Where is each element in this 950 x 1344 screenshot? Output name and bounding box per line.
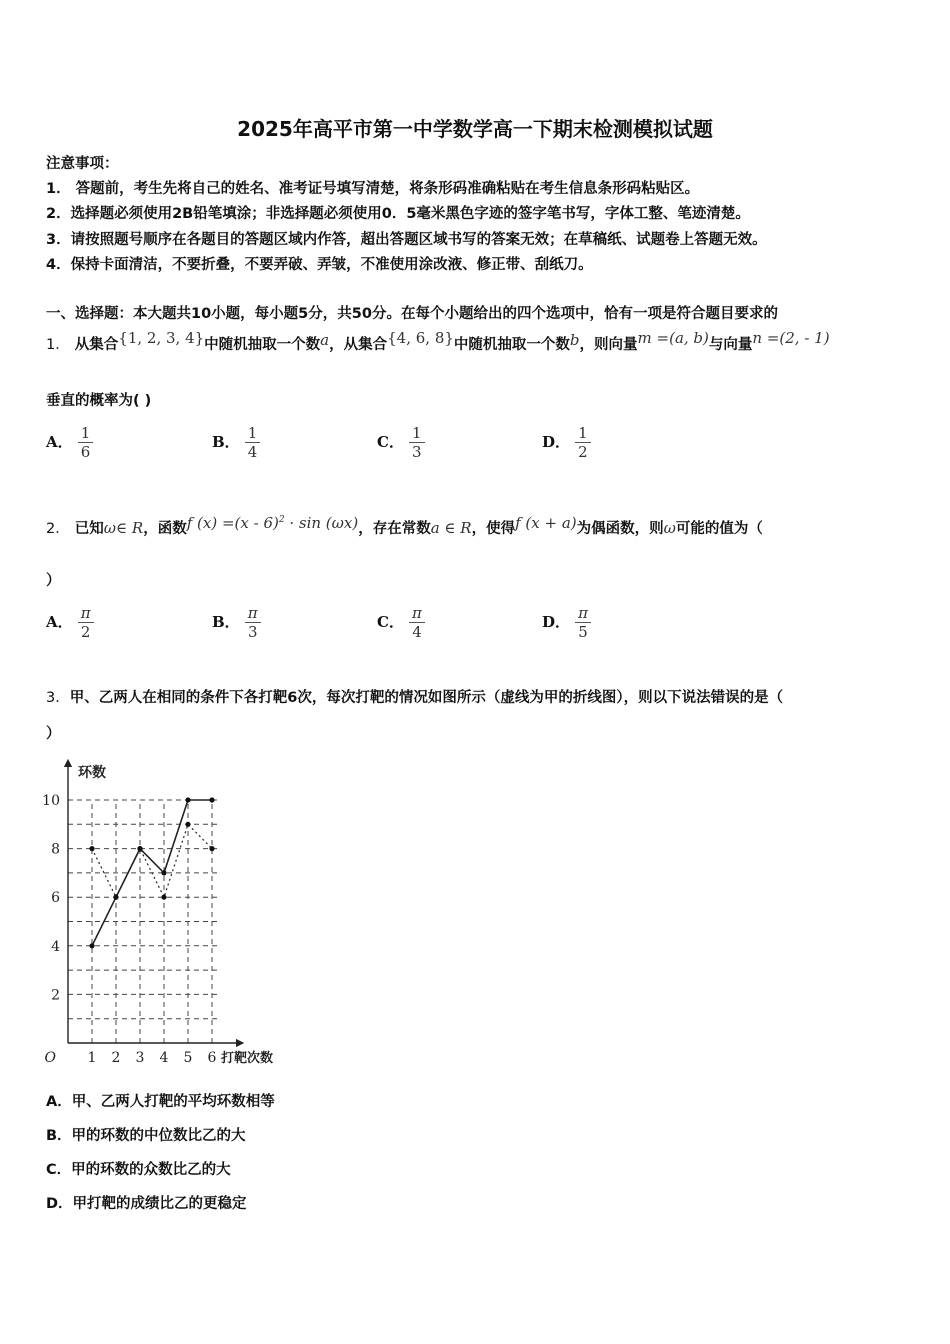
chart-grid (68, 800, 219, 1043)
data-point-乙 (161, 870, 166, 875)
q3-option-c: C．甲的环数的众数比乙的大 (46, 1162, 231, 1178)
origin-label: O (44, 1050, 56, 1066)
option-label: A． (46, 613, 73, 631)
x-axis-label: 打靶次数 (221, 1051, 274, 1066)
q1-option-c (377, 424, 425, 461)
x-tick-label: 3 (135, 1050, 145, 1066)
data-point-甲 (161, 895, 166, 900)
y-tick-label: 2 (51, 987, 60, 1004)
notice-item: 3．请按照题号顺序在各题目的答题区域内作答，超出答题区域书写的答案无效；在草稿纸、试题卷上答题无效。 (46, 232, 767, 248)
y-tick-label: 10 (42, 793, 60, 809)
q1-option-d (542, 424, 591, 461)
option-fraction: $\frac{1}{3}$ (409, 424, 425, 461)
question-number: 2． (46, 521, 70, 537)
q1-vector-n: n =(2, - 1) (752, 329, 830, 347)
q3-option-b: B．甲的环数的中位数比乙的大 (46, 1128, 246, 1144)
data-point-乙 (113, 895, 118, 900)
x-tick-label: 5 (183, 1050, 193, 1066)
q1-text: ，从集合 (329, 337, 388, 353)
q2-option-c (377, 604, 425, 641)
q2-option-d (542, 604, 591, 641)
option-fraction: $\frac{1}{6}$ (78, 424, 94, 461)
data-point-甲 (185, 822, 190, 827)
q1-line2: 垂直的概率为( ) (46, 393, 152, 409)
q1-var-a: a (320, 331, 330, 349)
question-number: 1． (46, 337, 70, 353)
q2-text: 为偶函数，则 (576, 521, 664, 537)
q1-vector-m: m =(a, b) (637, 329, 709, 347)
question-3 (46, 686, 783, 707)
q1-var-b: b (569, 331, 580, 349)
q1-text: ，则向量 (579, 337, 638, 353)
data-point-乙 (185, 797, 190, 802)
question-2 (46, 514, 763, 538)
option-label: C． (377, 613, 404, 631)
chart-axes (68, 763, 240, 1043)
option-fraction: $\frac{1}{2}$ (575, 424, 591, 461)
data-point-乙 (209, 797, 214, 802)
notice-item: 4．保持卡面清洁，不要折叠，不要弄破、弄皱，不准使用涂改液、修正带、刮纸刀。 (46, 257, 593, 273)
question-1 (46, 329, 830, 354)
question-number: 3． (46, 690, 70, 706)
option-label: A． (46, 433, 73, 451)
q1-set2: {4, 6, 8} (387, 329, 454, 347)
q1-text: 从集合 (74, 337, 119, 353)
q2-option-b (212, 604, 261, 641)
shooting-line-chart (40, 755, 300, 1075)
option-fraction: $\frac{\pi}{4}$ (409, 604, 425, 641)
q3-text: 甲、乙两人在相同的条件下各打靶6次，每次打靶的情况如图所示（虚线为甲的折线图），则以下说法错误的是（ (69, 690, 784, 706)
q2-condition-a: a ∈ R (430, 519, 472, 537)
data-point-甲 (209, 846, 214, 851)
option-label: C． (377, 433, 404, 451)
q1-text: 中随机抽取一个数 (453, 337, 570, 353)
q2-line2: ） (46, 573, 61, 589)
q2-condition-omega: ω∈ R (103, 519, 144, 537)
q3-line2: ） (46, 726, 61, 742)
notice-item: 1． 答题前，考生先将自己的姓名、准考证号填写清楚，将条形码准确粘贴在考生信息条形码粘贴区。 (46, 181, 700, 197)
q1-text: 与向量 (708, 337, 753, 353)
y-tick-label: 4 (51, 938, 60, 955)
page-title: 2025年高平市第一中学数学高一下期末检测模拟试题 (237, 117, 713, 141)
q2-function: f (x) =(x - 6)$^2$ · sin (ωx) (186, 514, 359, 532)
notice-heading: 注意事项： (46, 156, 119, 172)
section-heading: 一、选择题：本大题共10小题，每小题5分，共50分。在每个小题给出的四个选项中，恰有一项是符合题目要求的 (46, 306, 778, 322)
q2-option-a (46, 604, 94, 641)
option-label: B． (212, 613, 240, 631)
option-fraction: $\frac{\pi}{3}$ (245, 604, 261, 641)
data-point-甲 (89, 846, 94, 851)
q2-text: ，使得 (471, 521, 516, 537)
data-point-乙 (89, 943, 94, 948)
y-axis-label: 环数 (78, 765, 106, 781)
q1-text: 中随机抽取一个数 (204, 337, 321, 353)
data-point-乙 (137, 846, 142, 851)
y-tick-label: 8 (51, 841, 60, 858)
chart-labels (42, 764, 273, 1066)
q1-set1: {1, 2, 3, 4} (118, 329, 205, 347)
notice-item: 2．选择题必须使用2B铅笔填涂；非选择题必须使用0．5毫米黑色字迹的签字笔书写，字体工整、笔迹清楚。 (46, 206, 750, 222)
option-label: D． (542, 613, 571, 631)
option-label: D． (542, 433, 571, 451)
x-tick-label: 1 (87, 1050, 97, 1066)
q1-option-b (212, 424, 260, 461)
x-tick-label: 6 (207, 1050, 217, 1066)
q2-text: 已知 (74, 521, 104, 537)
q1-option-a (46, 424, 93, 461)
q2-text: ，存在常数 (358, 521, 431, 537)
x-tick-label: 4 (159, 1050, 169, 1066)
q2-shifted-function: f (x + a) (515, 514, 577, 532)
q2-text: 可能的值为（ (675, 521, 763, 537)
q3-option-d: D．甲打靶的成绩比乙的更稳定 (46, 1196, 247, 1212)
x-tick-label: 2 (111, 1050, 121, 1066)
q2-text: ，函数 (143, 521, 187, 537)
option-fraction: $\frac{\pi}{5}$ (575, 604, 591, 641)
y-tick-label: 6 (51, 890, 60, 907)
q3-option-a: A．甲、乙两人打靶的平均环数相等 (46, 1094, 275, 1110)
q2-omega: ω (663, 519, 676, 537)
option-label: B． (212, 433, 240, 451)
option-fraction: $\frac{1}{4}$ (245, 424, 261, 461)
option-fraction: $\frac{\pi}{2}$ (78, 604, 94, 641)
